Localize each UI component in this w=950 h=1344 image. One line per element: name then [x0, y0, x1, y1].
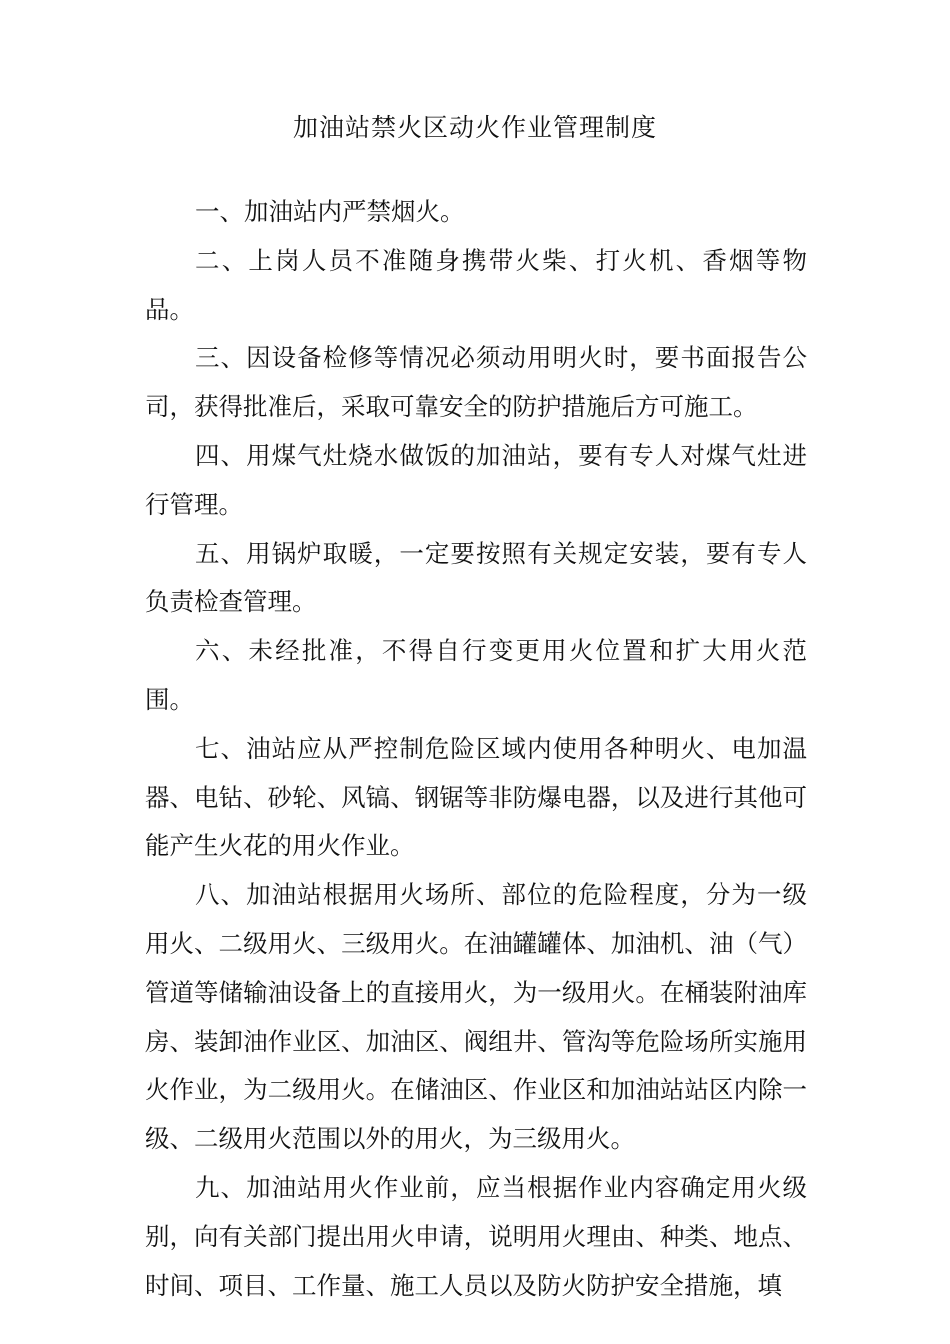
paragraph-4: 四、用煤气灶烧水做饭的加油站，要有专人对煤气灶进行管理。 — [145, 440, 807, 519]
document-title: 加油站禁火区动火作业管理制度 — [292, 113, 657, 142]
paragraph-3: 三、因设备检修等情况必须动用明火时，要书面报告公司，获得批准后，采取可靠安全的防护措施后方可施工。 — [145, 343, 807, 422]
paragraph-5: 五、用锅炉取暖，一定要按照有关规定安装，要有专人负责检查管理。 — [145, 538, 807, 617]
paragraph-1: 一、加油站内严禁烟火。 — [195, 197, 465, 226]
paragraph-6: 六、未经批准，不得自行变更用火位置和扩大用火范围。 — [145, 636, 807, 714]
paragraph-7: 七、油站应从严控制危险区域内使用各种明火、电加温器、电钻、砂轮、风镐、钢锯等非防爆电器，以及进行其他可能产生火花的用火作业。 — [145, 733, 807, 861]
paragraph-2: 二、上岗人员不准随身携带火柴、打火机、香烟等物品。 — [145, 245, 807, 324]
document-body — [145, 188, 807, 1310]
paragraph-9: 九、加油站用火作业前，应当根据作业内容确定用火级别，向有关部门提出用火申请，说明用火理由、种类、地点、时间、项目、工作量、施工人员以及防火防护安全措施，填 — [145, 1172, 807, 1300]
paragraph-8: 八、加油站根据用火场所、部位的危险程度，分为一级用火、二级用火、三级用火。在油罐罐体、加油机、油（气）管道等储输油设备上的直接用火，为一级用火。在桶装附油库房、装卸油作业区、加油区、阀组井、管沟等危险场所实施用火作业，为二级用火。在储油区、作业区和加油站站区内除一级、二级用火范围以外的用火，为三级用火。 — [145, 880, 807, 1154]
